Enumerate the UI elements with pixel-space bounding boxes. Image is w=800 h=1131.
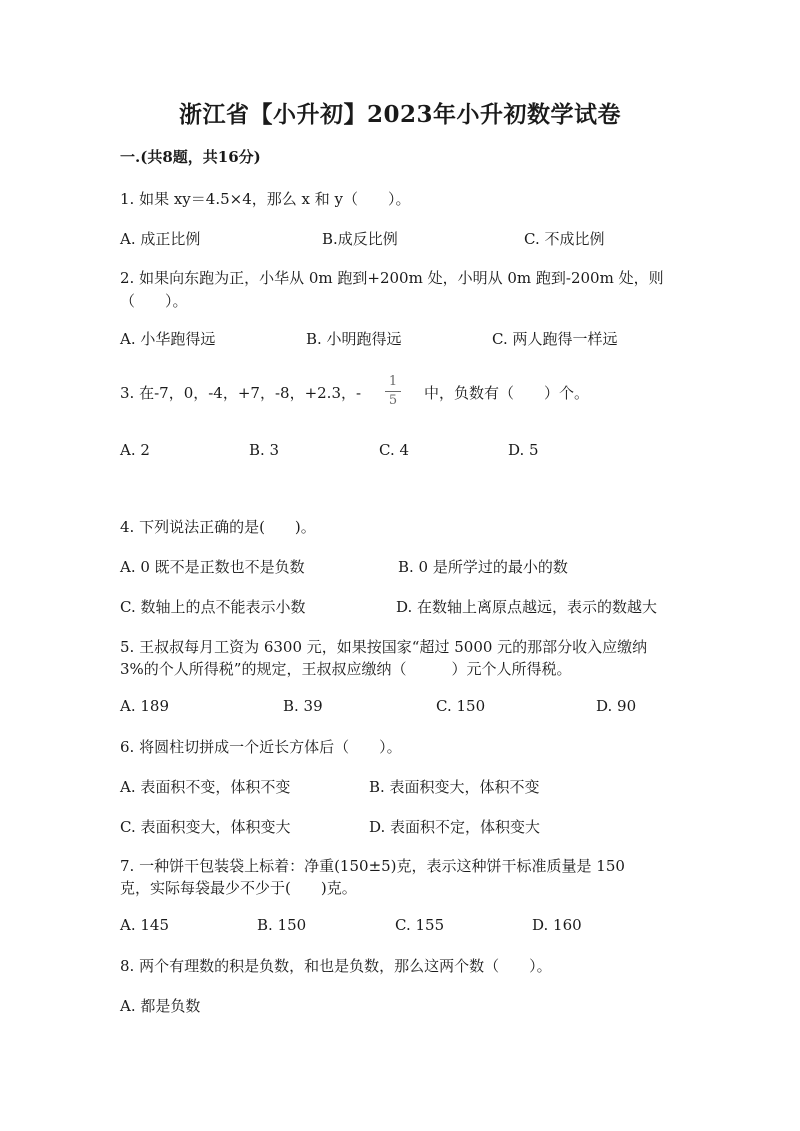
question-5-option-d: D. 90 xyxy=(596,697,637,715)
page-title: 浙江省【小升初】2023年小升初数学试卷 xyxy=(178,101,621,128)
question-6-option-a: A. 表面积不变，体积不变 xyxy=(120,778,291,796)
question-4-option-a: A. 0 既不是正数也不是负数 xyxy=(120,558,305,576)
question-6-option-d: D. 表面积不定，体积变大 xyxy=(369,818,541,836)
question-6-option-b: B. 表面积变大，体积不变 xyxy=(369,778,540,796)
question-5-text-line1: 5. 王叔叔每月工资为 6300 元，如果按国家“超过 5000 元的那部分收入应缴纳 xyxy=(120,638,648,656)
question-7-option-b: B. 150 xyxy=(257,916,307,934)
question-2-text-line2: （ ）。 xyxy=(120,292,188,310)
question-3-fraction xyxy=(383,374,403,409)
question-1-option-a: A. 成正比例 xyxy=(120,230,201,248)
question-7-option-a: A. 145 xyxy=(120,916,169,934)
question-5-text-line2: 3%的个人所得税”的规定，王叔叔应缴纳（ ）元个人所得税。 xyxy=(120,660,572,678)
question-3-option-a: A. 2 xyxy=(120,441,150,459)
question-1-option-c: C. 不成比例 xyxy=(524,230,605,248)
question-2-option-b: B. 小明跑得远 xyxy=(306,330,402,348)
fraction-bar xyxy=(385,391,401,392)
question-5-option-c: C. 150 xyxy=(436,697,486,715)
question-8-text: 8. 两个有理数的积是负数，和也是负数，那么这两个数（ ）。 xyxy=(120,957,552,975)
question-1-option-b: B.成反比例 xyxy=(322,230,398,248)
question-7-option-d: D. 160 xyxy=(532,916,582,934)
question-4-text: 4. 下列说法正确的是( )。 xyxy=(120,518,316,536)
fraction-numerator: 1 xyxy=(388,374,398,389)
question-5-option-a: A. 189 xyxy=(120,697,169,715)
question-2-option-c: C. 两人跑得一样远 xyxy=(492,330,618,348)
question-3-option-c: C. 4 xyxy=(379,441,410,459)
question-1-text: 1. 如果 xy＝4.5×4，那么 x 和 y（ ）。 xyxy=(120,190,411,208)
question-2-option-a: A. 小华跑得远 xyxy=(120,330,216,348)
question-5-option-b: B. 39 xyxy=(283,697,323,715)
question-4-option-b: B. 0 是所学过的最小的数 xyxy=(398,558,568,576)
question-4-option-d: D. 在数轴上离原点越远，表示的数越大 xyxy=(396,598,658,616)
fraction-denominator: 5 xyxy=(388,393,398,408)
question-6-text: 6. 将圆柱切拼成一个近长方体后（ ）。 xyxy=(120,738,402,756)
question-6-option-c: C. 表面积变大，体积变大 xyxy=(120,818,291,836)
question-7-text-line1: 7. 一种饼干包装袋上标着：净重(150±5)克，表示这种饼干标准质量是 150 xyxy=(120,857,625,875)
question-3-text-before: 3. 在-7，0，-4，+7，-8，+2.3，- xyxy=(120,384,362,402)
section-heading: 一.(共8题，共16分) xyxy=(120,148,261,166)
question-2-text-line1: 2. 如果向东跑为正，小华从 0m 跑到+200m 处，小明从 0m 跑到-200m 处，则 xyxy=(120,269,664,287)
question-3-text-after: 中，负数有（ ）个。 xyxy=(424,384,590,402)
question-7-option-c: C. 155 xyxy=(395,916,445,934)
question-3-option-b: B. 3 xyxy=(249,441,280,459)
question-3-option-d: D. 5 xyxy=(508,441,539,459)
question-4-option-c: C. 数轴上的点不能表示小数 xyxy=(120,598,306,616)
question-8-option-a: A. 都是负数 xyxy=(120,997,201,1015)
question-7-text-line2: 克，实际每袋最少不少于( )克。 xyxy=(120,879,357,897)
